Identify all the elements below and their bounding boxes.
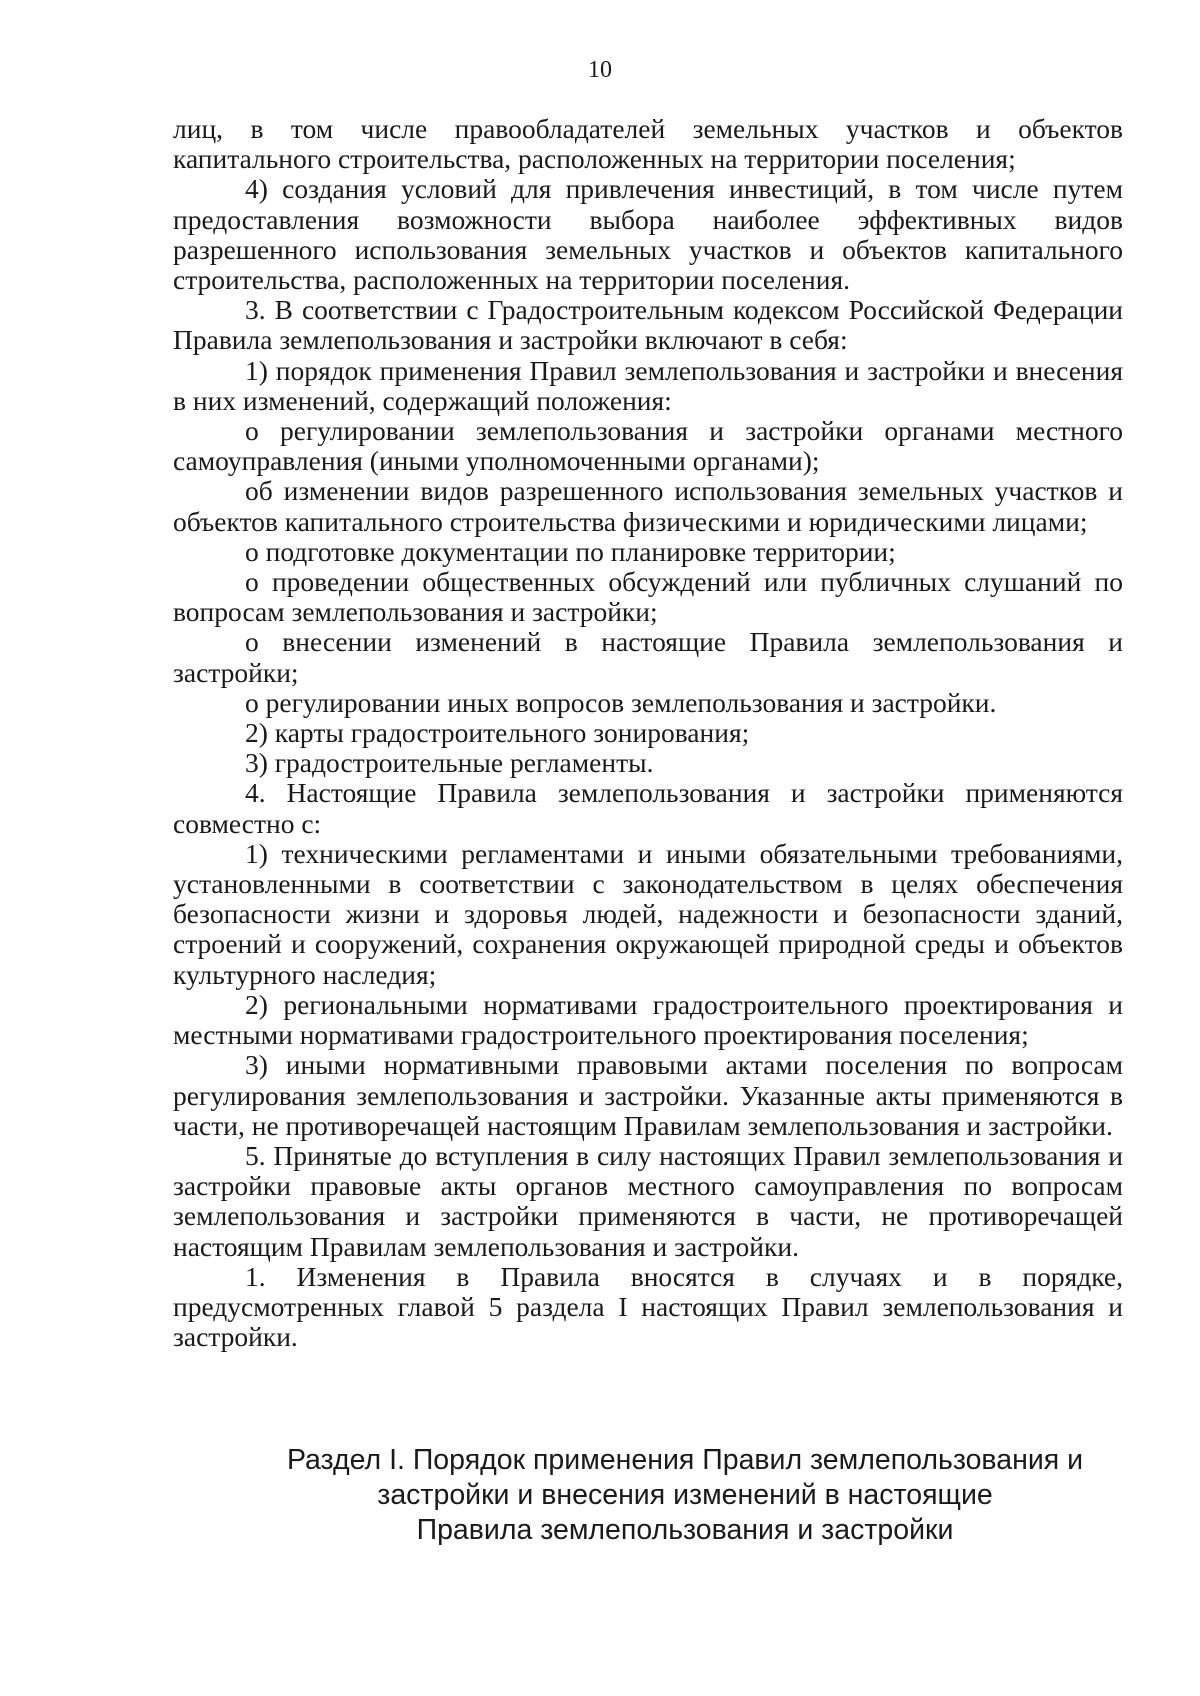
paragraph-provision-hearings: о проведении общественных обсуждений или публичных слушаний по вопросам землепользования и застройки; — [173, 566, 1123, 628]
section-heading — [173, 1443, 1197, 1548]
paragraph-clause-changes: 1. Изменения в Правила вносятся в случаях и в порядке, предусмотренных главой 5 раздела I настоящих Правил землепользования и застройки. — [173, 1260, 1123, 1353]
paragraph-item-3-acts: 3) иными нормативными правовыми актами поселения по вопросам регулирования землепользования и застройки. Указанные акты применяются в части, не противоречащей настоящим Правилам землепользования и застройки. — [173, 1049, 1123, 1141]
paragraph-item-1-technical: 1) техническими регламентами и иными обязательными требованиями, установленными в соответствии с законодательством в целях обеспечения безопасности жизни и здоровья людей, надежности и безопасности зданий, строений и сооружений, сохранения окружающей природной среды и объектов культурного наследия; — [173, 837, 1123, 990]
paragraph-continuation: лиц, в том числе правообладателей земельных участков и объектов капитального строительства, расположенных на территории поселения; — [173, 113, 1123, 175]
section-heading-line: застройки и внесения изменений в настоящие — [377, 1479, 993, 1511]
paragraph-item-2-normatives: 2) региональными нормативами градостроительного проектирования и местными нормативами градостроительного проектирования поселения; — [173, 988, 1123, 1051]
paragraph-item-3-regulations: 3) градостроительные регламенты. — [245, 747, 654, 779]
paragraph-provision-planning: о подготовке документации по планировке территории; — [245, 535, 896, 567]
paragraph-item-2-maps: 2) карты градостроительного зонирования; — [245, 717, 750, 749]
section-heading-line: Раздел I. Порядок применения Правил землепользования и — [286, 1444, 1084, 1476]
paragraph-item-1-procedure: 1) порядок применения Правил землепользования и застройки и внесения в них изменений, содержащий положения: — [173, 354, 1123, 416]
section-heading-line: Правила землепользования и застройки — [416, 1514, 954, 1546]
paragraph-provision-regulation: о регулировании землепользования и застройки органами местного самоуправления (иными уполномоченными органами); — [173, 415, 1123, 477]
paragraph-clause-5: 5. Принятые до вступления в силу настоящих Правил землепользования и застройки правовые акты органов местного самоуправления по вопросам землепользования и застройки применяются в части, не противоречащей настоящим Правилам землепользования и застройки. — [173, 1139, 1123, 1262]
paragraph-provision-other: о регулировании иных вопросов землепользования и застройки. — [245, 686, 997, 718]
document-body — [173, 114, 1123, 1352]
paragraph-clause-4: 4. Настоящие Правила землепользования и застройки применяются совместно с: — [173, 777, 1123, 839]
page-number: 10 — [588, 57, 612, 83]
paragraph-provision-change-use: об изменении видов разрешенного использования земельных участков и объектов капитального строительства физическими и юридическими лицами; — [173, 475, 1123, 537]
paragraph-item-4-investments: 4) создания условий для привлечения инвестиций, в том числе путем предоставления возможности выбора наиболее эффективных видов разрешенного использования земельных участков и объектов капитального строительства, расположенных на территории поселения. — [173, 173, 1123, 296]
paragraph-provision-amendments: о внесении изменений в настоящие Правила землепользования и застройки; — [173, 626, 1123, 688]
paragraph-clause-3: 3. В соответствии с Градостроительным кодексом Российской Федерации Правила землепользования и застройки включают в себя: — [173, 294, 1123, 356]
